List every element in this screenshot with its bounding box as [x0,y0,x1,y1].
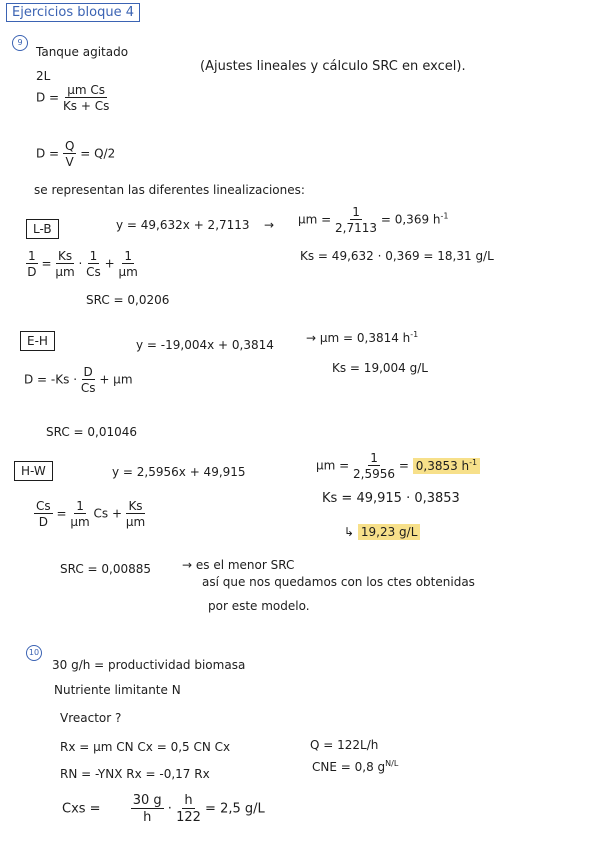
eh-linear-form: D = -Ks · $\frac{D}{Cs}$ + μm [24,365,133,395]
monod-equation: D = $\frac{\text{μm Cs}}{Ks + Cs}$ [36,83,110,113]
lb-src: SRC = 0,0206 [86,293,170,307]
exercise-10-number: 10 [26,645,42,661]
lb-ks: Ks = 49,632 · 0,369 = 18,31 g/L [300,249,494,263]
eh-ks: Ks = 19,004 g/L [332,361,428,375]
adjustments-note: (Ajustes lineales y cálculo SRC en excel). [200,59,466,74]
page-title: Ejercicios bloque 4 [6,3,140,22]
reactor-volume-question: Vreactor ? [60,711,122,725]
conclusion-line-1: → es el menor SRC [182,558,295,572]
hw-linear-form: $\frac{Cs}{D}$ = $\frac{1}{\mu m}$ Cs + $\frac{Ks}{\mu m}$ [36,499,146,529]
conclusion-line-3: por este modelo. [208,599,310,613]
rx-equation: Rx = μm CN Cx = 0,5 CN Cx [60,740,231,754]
cne-value: CNE = 0,8 $g^{N/L}$ [312,759,399,774]
exercise-9-number: 9 [12,35,28,51]
lb-mu-max: μm = $\frac{1}{2,7113}$ = 0,369 $h^{-1}$ [298,205,449,235]
dilution-equation: D = $\frac{Q}{V}$ = Q/2 [36,139,116,169]
eh-label: E-H [20,331,55,351]
tank-title: Tanque agitado [36,45,129,59]
hw-ks-expression: Ks = 49,915 · 0,3853 [322,491,460,506]
eh-mu-max: → μm = 0,3814 $h^{-1}$ [306,330,419,345]
hw-label: H-W [14,461,53,481]
lb-fit-equation: y = 49,632x + 2,7113 [116,218,250,232]
hw-ks-result: ↳ 19,23 g/L [344,526,420,538]
productivity: 30 g/h = productividad biomasa [52,658,246,672]
eh-src: SRC = 0,01046 [46,425,138,439]
limiting-nutrient: Nutriente limitante N [54,683,181,697]
lb-label: L-B [26,219,59,239]
eh-fit-equation: y = -19,004x + 0,3814 [136,338,274,352]
cxs-equation: Cxs = $\frac{30 g}{h}$ · $\frac{h}{122}$ = 2,5 g/L [62,793,265,825]
conclusion-line-2: así que nos quedamos con los ctes obtenidas [202,575,475,589]
arrow-icon: → [264,218,275,232]
rn-equation: RN = -YNX Rx = -0,17 Rx [60,767,210,781]
linearizations-intro: se representan las diferentes linealizaciones: [34,183,305,197]
return-arrow-icon: ↳ [344,525,355,539]
hw-mu-max: μm = $\frac{1}{2,5956}$ = 0,3853 $h^{-1}$ [316,452,480,480]
lb-linear-form: $\frac{1}{D}$ = $\frac{Ks}{\mu m}$ · $\frac{1}{Cs}$ + $\frac{1}{\mu m}$ [27,249,138,279]
volume: 2L [36,69,51,83]
flow-rate: Q = 122L/h [310,738,379,752]
hw-fit-equation: y = 2,5956x + 49,915 [112,465,246,479]
hw-src: SRC = 0,00885 [60,562,152,576]
